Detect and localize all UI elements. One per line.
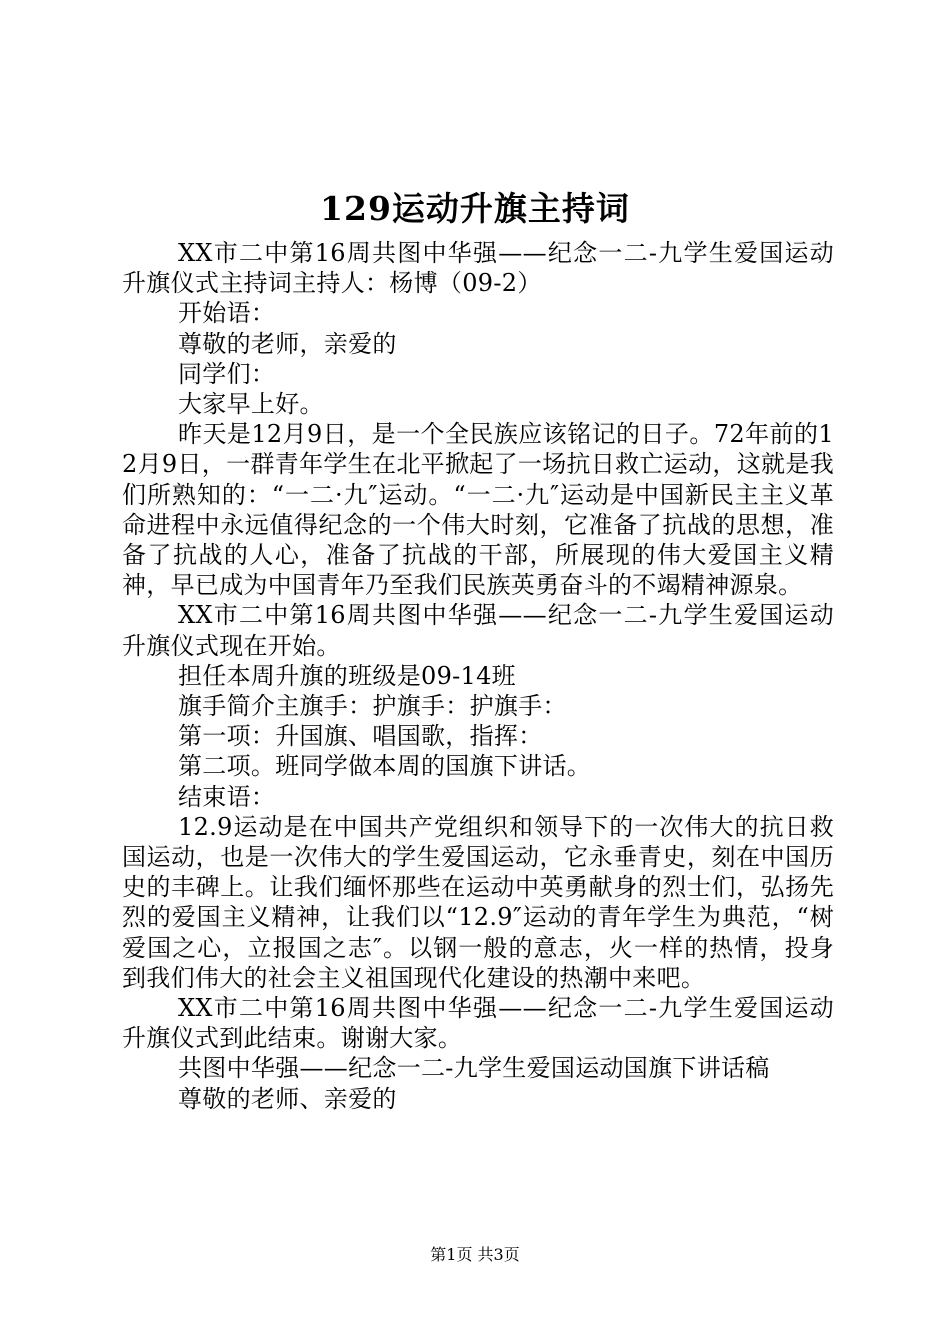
paragraph-good-morning: 大家早上好。 bbox=[178, 390, 324, 419]
paragraph-ceremony-end: XX市二中第16周共图中华强——纪念一二-九学生爱国运动升旗仪式到此结束。谢谢大家。 bbox=[122, 994, 834, 1053]
paragraph-greeting-students: 同学们： bbox=[178, 359, 276, 388]
paragraph-closing-label: 结束语： bbox=[178, 782, 276, 811]
paragraph-speech-title: 共图中华强——纪念一二-九学生爱国运动国旗下讲话稿 bbox=[178, 1054, 770, 1083]
paragraph-intro: XX市二中第16周共图中华强——纪念一二-九学生爱国运动升旗仪式主持词主持人：杨博（09-2） bbox=[122, 239, 834, 298]
paragraph-closing-speech: 12.9运动是在中国共产党组织和领导下的一次伟大的抗日救国运动，也是一次伟大的学生爱国运动，它永垂青史，刻在中国历史的丰碑上。让我们缅怀那些在运动中英勇献身的烈士们，弘扬先烈的爱国主义精神，让我们以“12.9″运动的青年学生为典范，“树爱国之心，立报国之志″。以钢一般的意志，火一样的热情，投身到我们伟大的社会主义祖国现代化建设的热潮中来吧。 bbox=[122, 812, 834, 992]
paragraph-ceremony-start: XX市二中第16周共图中华强——纪念一二-九学生爱国运动升旗仪式现在开始。 bbox=[122, 601, 834, 660]
paragraph-greeting-teachers: 尊敬的老师，亲爱的 bbox=[178, 329, 397, 358]
paragraph-flag-bearers: 旗手简介主旗手：护旗手：护旗手： bbox=[178, 692, 567, 721]
paragraph-history: 昨天是12月9日，是一个全民族应该铭记的日子。72年前的12月9日，一群青年学生在北平掀起了一场抗日救亡运动，这就是我们所熟知的：“一二·九″运动。“一二·九″运动是中国新民主主义革命进程中永远值得纪念的一个伟大时刻，它准备了抗战的思想，准备了抗战的人心，准备了抗战的干部，所展现的伟大爱国主义精神，早已成为中国青年乃至我们民族英勇奋斗的不竭精神源泉。 bbox=[122, 420, 834, 600]
paragraph-item-one: 第一项：升国旗、唱国歌，指挥： bbox=[178, 722, 543, 751]
document-title: 129运动升旗主持词 bbox=[320, 189, 630, 228]
paragraph-speech-greeting: 尊敬的老师、亲爱的 bbox=[178, 1084, 397, 1113]
page-footer: 第1页 共3页 bbox=[430, 1245, 520, 1264]
paragraph-opening-label: 开始语： bbox=[178, 299, 276, 328]
paragraph-item-two: 第二项。班同学做本周的国旗下讲话。 bbox=[178, 752, 592, 781]
document-body bbox=[122, 238, 834, 1114]
paragraph-class-on-duty: 担任本周升旗的班级是09-14班 bbox=[178, 661, 516, 690]
